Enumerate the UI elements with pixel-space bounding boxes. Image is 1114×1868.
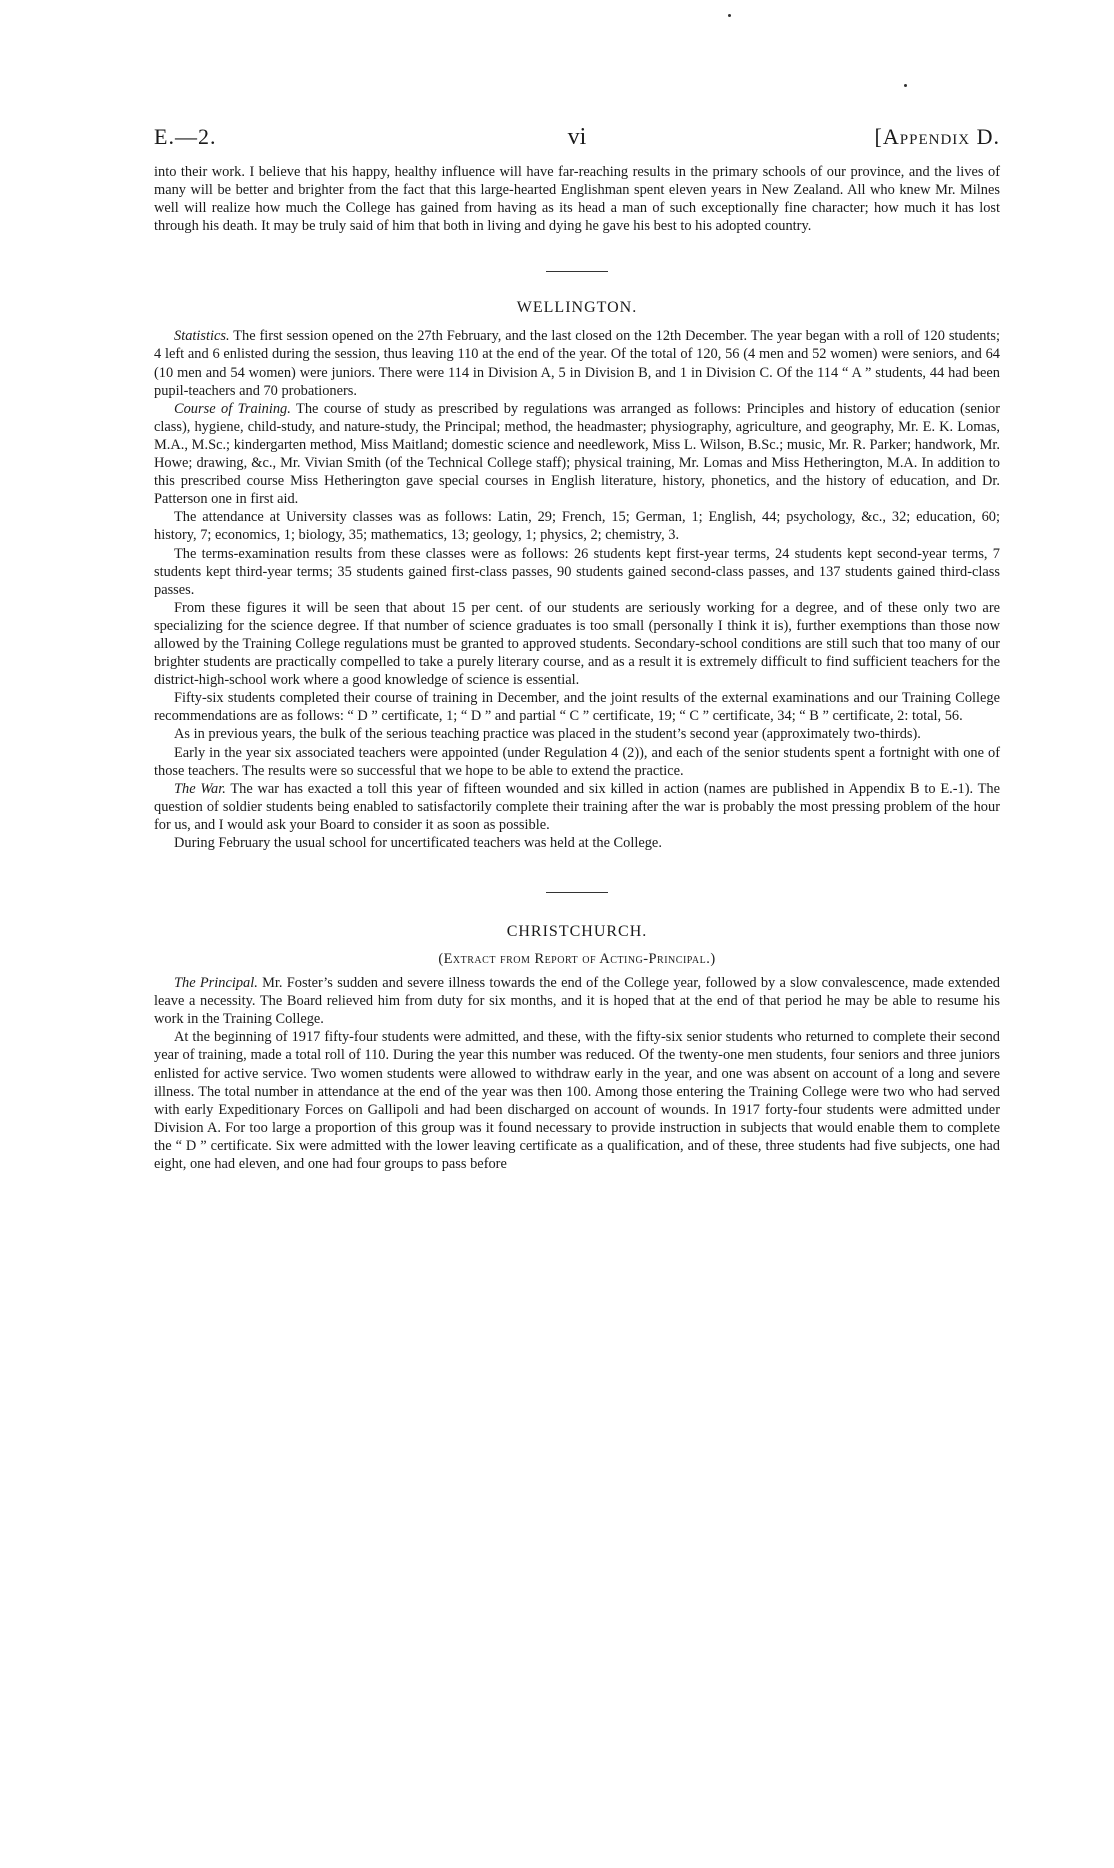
wellington-title: WELLINGTON. <box>516 299 638 317</box>
war-heading: The War. <box>174 780 226 797</box>
header-page-number: vi <box>567 124 587 150</box>
wellington-figures: From these figures it will be seen that about 15 per cent. of our students are seriously working for a degree, and of these only two are specializing for the science degree. If that number of science graduates is too small (personally I think it is), further exemptions than those now allowed by the Training College regulations must be granted to approved students. Secondary-school conditions are still such that too many of our brighter students are practically compelled to take a purely literary course, and as a result it is extremely difficult to find sufficient teachers for the district-high-school work where a good knowledge of science is essential. <box>154 599 1000 689</box>
page-header <box>154 124 1000 154</box>
wellington-previous: As in previous years, the bulk of the serious teaching practice was placed in the student’s second year (approximately two-thirds). <box>174 726 921 743</box>
principal-text: Mr. Foster’s sudden and severe illness towards the end of the College year, followed by a slow convalescence, made extended leave a necessity. The Board relieved him from duty for six months, and it is hoped that at the end of that period he may be able to resume his work in the Training College. <box>154 975 1001 1028</box>
statistics-heading: Statistics. <box>174 328 230 345</box>
print-speck <box>904 84 907 87</box>
wellington-war <box>154 780 1000 834</box>
christchurch-subtitle: (Extract from Report of Acting-Principal.) <box>438 951 716 968</box>
intro-paragraph: into their work. I believe that his happy, healthy influence will have far-reaching results in the primary schools of our province, and the lives of many will be better and brighter from the fact that this large-hearted Englishman spent eleven years in New Zealand. All who knew Mr. Milnes well will realize how much the College has gained from having as its head a man of such exceptionally fine character; how much it has lost through his death. It may be truly said of him that both in living and dying he gave his best to his adopted country. <box>154 164 1000 235</box>
principal-heading: The Principal. <box>174 975 258 992</box>
wellington-associated: Early in the year six associated teachers were appointed (under Regulation 4 (2)), and each of the senior students spent a fortnight with one of those teachers. The results were so successful that we hope to be able to extend the practice. <box>154 744 1000 779</box>
wellington-february: During February the usual school for uncertificated teachers was held at the College. <box>174 835 662 851</box>
wellington-course <box>154 400 1000 509</box>
document-page <box>154 124 1000 1173</box>
header-appendix: [Appendix D. <box>874 124 1000 149</box>
print-speck <box>728 14 731 17</box>
christchurch-admissions: At the beginning of 1917 fifty-four students were admitted, and these, with the fifty-six senior students who returned to complete their second year of training, made a total roll of 110. During the year this number was reduced. Of the twenty-one men students, four seniors and three juniors enlisted for active service. Two women students were allowed to withdraw early in the year, and one was absent on account of a long and severe illness. The total number in attendance at the end of the year was then 100. Among those entering the Training College were two who had served with early Expeditionary Forces on Gallipoli and had been discharged on account of wounds. In 1917 forty-four students were admitted under Division A. For too large a proportion of this group was it found necessary to provide instruction in subjects that would enable them to complete the “ D ” certificate. Six were admitted with the lower leaving certificate as a qualification, and of these, three students had five subjects, one had eight, one had eleven, and one had four groups to pass before <box>154 1029 1000 1173</box>
war-text: The war has exacted a toll this year of fifteen wounded and six killed in action (names are published in Appendix B to E.-1). The question of soldier students being enabled to satisfactorily complete their training after the war is probably the most pressing problem of the hour for us, and I would ask your Board to consider it as soon as possible. <box>154 780 1000 833</box>
wellington-attendance: The attendance at University classes was as follows: Latin, 29; French, 15; German, 1; English, 44; psychology, &c., 32; education, 60; history, 7; economics, 1; biology, 35; mathematics, 13; geology, 1; physics, 2; chemistry, 3. <box>154 509 1000 544</box>
course-text: The course of study as prescribed by regulations was arranged as follows: Principles and history of education (senior class), hygiene, child-study, and nature-study, the Principal; method, the headmaster; physiography, agriculture, and geography, Mr. E. K. Lomas, M.A., M.Sc.; kindergarten method, Miss Maitland; domestic science and needlework, Miss L. Wilson, B.Sc.; music, Mr. R. Parker; handwork, Mr. Howe; drawing, &c., Mr. Vivian Smith (of the Technical College staff); physical training, Mr. Lomas and Miss Hetherington, M.A. In addition to this prescribed course Miss Hetherington gave special courses in English literature, history, phonetics, and the history of education, and Dr. Patterson one in first aid. <box>154 400 1000 508</box>
header-series: E.—2. <box>154 124 217 149</box>
course-heading: Course of Training. <box>174 400 291 417</box>
christchurch-principal <box>154 974 1000 1028</box>
wellington-statistics <box>154 327 1000 399</box>
christchurch-title: CHRISTCHURCH. <box>506 923 648 941</box>
wellington-certificates: Fifty-six students completed their course of training in December, and the joint results of the external examinations and our Training College recommendations are as follows: “ D ” certificate, 1; “ D ” and partial “ C ” certificate, 19; “ C ” certificate, 34; “ B ” certificate, 2: total, 56. <box>154 690 1000 725</box>
statistics-text: The first session opened on the 27th February, and the last closed on the 12th December. The year began with a roll of 120 students; 4 left and 6 enlisted during the session, thus leaving 110 at the end of the year. Of the total of 120, 56 (4 men and 52 women) were seniors, and 64 (10 men and 54 women) were juniors. There were 114 in Division A, 5 in Division B, and 1 in Division C. Of the 114 “ A ” students, 44 had been pupil-teachers and 70 probationers. <box>154 328 1000 399</box>
wellington-terms: The terms-examination results from these classes were as follows: 26 students kept first-year terms, 24 students kept second-year terms, 7 students kept third-year terms; 35 students gained first-class passes, 90 students gained second-class passes, and 137 students gained third-class passes. <box>154 545 1000 598</box>
